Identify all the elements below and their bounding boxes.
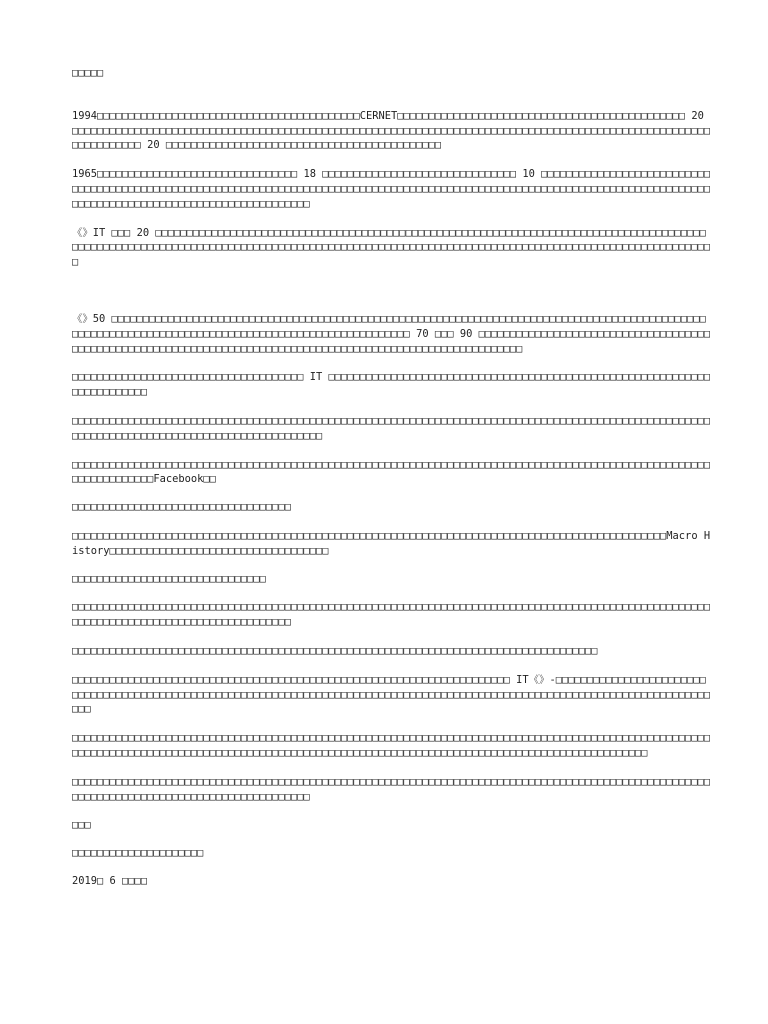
document-heading: □□□□□ [72, 67, 104, 79]
paragraph-14: □□□□□□□□□□□□□□□□□□□□□□□□□□□□□□□□□□□□□□□□□□□□□□□□□□□□□□□□□□□□□□□□□□□□□□□□□□□□□□□□□□□□□□□□□□□□□□□□□□□□□□□□□□□□□□□□□□□□□□□□□□□□□□□□□□□□□□□□□□□□□□□□□□□□□□□□□□□□□□□□□□□□□□□□□□□□□□□□□□□□□□□□□□□□□□□□□□ [72, 732, 711, 759]
paragraph-6: □□□□□□□□□□□□□□□□□□□□□□□□□□□□□□□□□□□□□□□□□□□□□□□□□□□□□□□□□□□□□□□□□□□□□□□□□□□□□□□□□□□□□□□□□□□□□□□□□□□□□□□□□□□□□□□□□□□□□□□□□□□□□□□□□□□□□□□□□□□□□□ [72, 414, 711, 442]
paragraph-11: □□□□□□□□□□□□□□□□□□□□□□□□□□□□□□□□□□□□□□□□□□□□□□□□□□□□□□□□□□□□□□□□□□□□□□□□□□□□□□□□□□□□□□□□□□□□□□□□□□□□□□□□□□□□□□□□□□□□□□□□□□□□□□□□□□□□□□□□□ [72, 601, 711, 629]
paragraph-4: 《》50 □□□□□□□□□□□□□□□□□□□□□□□□□□□□□□□□□□□□□□□□□□□□□□□□□□□□□□□□□□□□□□□□□□□□□□□□□□□□□□□□□□□□□□□□□□□□□□□□□□□□□□□□□□□□□□□□□□□□□□□□□□□□□□□□□□□□□□□□□□□□□□□□□□□□□ 70 □□□ 90 □□□□□□□□□□□□□□□□□□□□□□□□□□□□□□□□□□□□□□□□□□□□□□□□□□□□□□□□□□□□□□□□□□□□□□□□□□□□□□□□□□□□□□□□□□□□□□□□□□□□□□□□□□□□□ [72, 312, 711, 355]
paragraph-15: □□□□□□□□□□□□□□□□□□□□□□□□□□□□□□□□□□□□□□□□□□□□□□□□□□□□□□□□□□□□□□□□□□□□□□□□□□□□□□□□□□□□□□□□□□□□□□□□□□□□□□□□□□□□□□□□□□□□□□□□□□□□□□□□□□□□□□□□□□□□ [72, 775, 711, 803]
paragraph-10: □□□□□□□□□□□□□□□□□□□□□□□□□□□□□□□ [72, 572, 266, 585]
paragraph-12: □□□□□□□□□□□□□□□□□□□□□□□□□□□□□□□□□□□□□□□□□□□□□□□□□□□□□□□□□□□□□□□□□□□□□□□□□□□□□□□□□□□□ [72, 644, 598, 657]
signature-line-2: □□□□□□□□□□□□□□□□□□□□□ [72, 847, 204, 860]
paragraph-3: 《》IT □□□ 20 □□□□□□□□□□□□□□□□□□□□□□□□□□□□□□□□□□□□□□□□□□□□□□□□□□□□□□□□□□□□□□□□□□□□□□□□□□□□□□□□□□□□□□□□□□□□□□□□□□□□□□□□□□□□□□□□□□□□□□□□□□□□□□□□□□□□□□□□□□□□□□□□□□□□□□□□□□□□□□□□□□□□□□□□□□□□□□□□□□□□□□□□□□□□□□□ [72, 226, 711, 269]
paragraph-2: 1965□□□□□□□□□□□□□□□□□□□□□□□□□□□□□□□□ 18 □□□□□□□□□□□□□□□□□□□□□□□□□□□□□□□ 10 □□□□□□□□□□□□□□□□□□□□□□□□□□□□□□□□□□□□□□□□□□□□□□□□□□□□□□□□□□□□□□□□□□□□□□□□□□□□□□□□□□□□□□□□□□□□□□□□□□□□□□□□□□□□□□□□□□□□□□□□□□□□□□□□□□□□□□□□□□□□□□□□□□□□□□□□□□□□□□□□□□□□□□□ [72, 168, 711, 210]
paragraph-9: □□□□□□□□□□□□□□□□□□□□□□□□□□□□□□□□□□□□□□□□□□□□□□□□□□□□□□□□□□□□□□□□□□□□□□□□□□□□□□□□□□□□□□□□□□□□□□□Macro History□□□□□□□□□□□□□□□□□□□□□□□□□□□□□□□□□□□ [72, 529, 711, 557]
document-date: 2019□ 6 □□□□ [72, 874, 148, 887]
paragraph-13: □□□□□□□□□□□□□□□□□□□□□□□□□□□□□□□□□□□□□□□□□□□□□□□□□□□□□□□□□□□□□□□□□□□□□□ IT《》-□□□□□□□□□□□□□□□□□□□□□□□□□□□□□□□□□□□□□□□□□□□□□□□□□□□□□□□□□□□□□□□□□□□□□□□□□□□□□□□□□□□□□□□□□□□□□□□□□□□□□□□□□□□□□□□□□□□□□□□□□□□□□□□□□ [72, 673, 711, 716]
paragraph-8: □□□□□□□□□□□□□□□□□□□□□□□□□□□□□□□□□□□ [72, 501, 291, 514]
paragraph-1: 1994□□□□□□□□□□□□□□□□□□□□□□□□□□□□□□□□□□□□□□□□□□CERNET□□□□□□□□□□□□□□□□□□□□□□□□□□□□□□□□□□□□□□□□□□□□□□ 20 □□□□□□□□□□□□□□□□□□□□□□□□□□□□□□□□□□□□□□□□□□□□□□□□□□□□□□□□□□□□□□□□□□□□□□□□□□□□□□□□□□□□□□□□□□□□□□□□□□□□□□□□□□□□□□□□□ 20 □□□□□□□□□□□□□□□□□□□□□□□□□□□□□□□□□□□□□□□□□□□□ [72, 109, 711, 152]
paragraph-7: □□□□□□□□□□□□□□□□□□□□□□□□□□□□□□□□□□□□□□□□□□□□□□□□□□□□□□□□□□□□□□□□□□□□□□□□□□□□□□□□□□□□□□□□□□□□□□□□□□□□□□□□□□□□□□□□□□□Facebook□□ [72, 458, 711, 486]
paragraph-5: □□□□□□□□□□□□□□□□□□□□□□□□□□□□□□□□□□□□□ IT □□□□□□□□□□□□□□□□□□□□□□□□□□□□□□□□□□□□□□□□□□□□□□□□□□□□□□□□□□□□□□□□□□□□□□□□□ [72, 371, 711, 399]
document-body [72, 66, 712, 889]
signature-line-1: □□□ [72, 819, 91, 832]
